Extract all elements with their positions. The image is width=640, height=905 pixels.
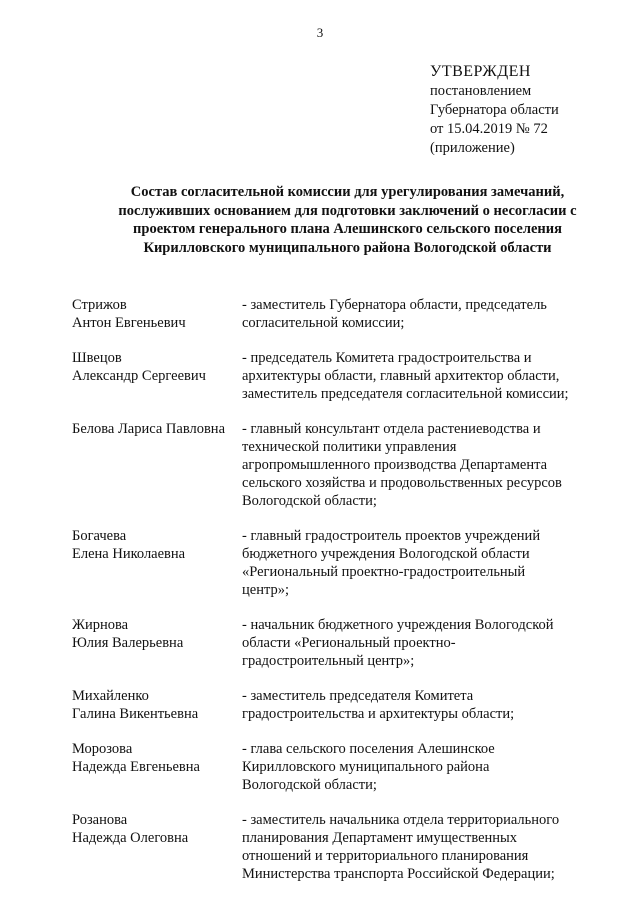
- member-role-line: - начальник бюджетного учреждения Вологодской: [242, 617, 554, 633]
- member-role-line: центр»;: [242, 582, 289, 598]
- member-name: [72, 811, 242, 883]
- member-role-line: - заместитель Губернатора области, председатель: [242, 297, 547, 313]
- member-role-line: Вологодской области;: [242, 777, 377, 793]
- member-role-line: - заместитель председателя Комитета: [242, 688, 474, 704]
- member-role-line: отношений и территориального планирования: [242, 848, 529, 864]
- member-name-line: Стрижов: [72, 297, 127, 313]
- document-title: [60, 183, 635, 257]
- member-role-line: Вологодской области;: [242, 493, 377, 509]
- approval-line: постановлением: [430, 83, 532, 99]
- member-role: [242, 420, 602, 510]
- member-role-line: - глава сельского поселения Алешинское: [242, 741, 495, 757]
- member-name-line: Надежда Олеговна: [72, 830, 189, 846]
- member-name-line: Галина Викентьевна: [72, 706, 199, 722]
- member-row: [72, 420, 602, 510]
- member-role-line: области «Региональный проектно-: [242, 635, 456, 651]
- member-row: [72, 527, 602, 599]
- member-role-line: Кирилловского муниципального района: [242, 759, 490, 775]
- member-name: [72, 296, 242, 332]
- member-name-line: Антон Евгеньевич: [72, 315, 186, 331]
- member-name-line: Швецов: [72, 350, 122, 366]
- member-row: [72, 811, 602, 883]
- member-role: [242, 296, 602, 332]
- member-name-line: Юлия Валерьевна: [72, 635, 184, 651]
- member-row: [72, 740, 602, 794]
- member-role: [242, 811, 602, 883]
- member-role-line: бюджетного учреждения Вологодской области: [242, 546, 530, 562]
- member-name-line: Морозова: [72, 741, 133, 757]
- member-role-line: - заместитель начальника отдела территориального: [242, 812, 560, 828]
- member-role-line: - председатель Комитета градостроительства и: [242, 350, 532, 366]
- member-name-line: Жирнова: [72, 617, 129, 633]
- approval-heading: УТВЕРЖДЕН: [430, 63, 531, 80]
- member-role-line: заместитель председателя согласительной комиссии;: [242, 386, 569, 402]
- member-role: [242, 740, 602, 794]
- member-role-line: градостроительный центр»;: [242, 653, 415, 669]
- member-role-line: Министерства транспорта Российской Федерации;: [242, 866, 555, 882]
- commission-member-list: [72, 296, 602, 900]
- member-name: [72, 616, 242, 670]
- member-role: [242, 616, 602, 670]
- page-number: 3: [316, 25, 324, 40]
- member-name: [72, 740, 242, 794]
- title-line: Состав согласительной комиссии для урегулирования замечаний,: [130, 184, 565, 200]
- member-name-line: Елена Николаевна: [72, 546, 186, 562]
- member-name: [72, 349, 242, 403]
- member-role-line: сельского хозяйства и продовольственных ресурсов: [242, 475, 562, 491]
- member-role-line: планирования Департамент имущественных: [242, 830, 518, 846]
- member-role-line: «Региональный проектно-градостроительный: [242, 564, 526, 580]
- member-role-line: градостроительства и архитектуры области;: [242, 706, 515, 722]
- member-row: [72, 296, 602, 332]
- member-role-line: технической политики управления: [242, 439, 457, 455]
- member-role-line: - главный градостроитель проектов учреждений: [242, 528, 541, 544]
- title-line: послуживших основанием для подготовки заключений о несогласии с: [118, 202, 577, 219]
- member-name: [72, 420, 242, 510]
- approval-stamp: [430, 62, 559, 158]
- member-name-line: Надежда Евгеньевна: [72, 759, 200, 775]
- member-row: [72, 687, 602, 723]
- member-role-line: агропромышленного производства Департамента: [242, 457, 548, 473]
- member-role: [242, 687, 602, 723]
- approval-line: (приложение): [430, 140, 515, 156]
- approval-line: от 15.04.2019 № 72: [430, 121, 548, 137]
- member-name-line: Розанова: [72, 812, 128, 828]
- member-row: [72, 616, 602, 670]
- member-role-line: согласительной комиссии;: [242, 315, 405, 331]
- approval-line: Губернатора области: [430, 102, 559, 118]
- member-name-line: Белова Лариса Павловна: [72, 421, 226, 437]
- member-name-line: Михайленко: [72, 688, 149, 704]
- member-name: [72, 687, 242, 723]
- title-line: Кирилловского муниципального района Вологодской области: [143, 239, 552, 256]
- member-name-line: Богачева: [72, 528, 127, 544]
- member-role: [242, 349, 602, 403]
- member-row: [72, 349, 602, 403]
- member-role-line: - главный консультант отдела растениеводства и: [242, 421, 541, 437]
- title-line: проектом генерального плана Алешинского сельского поселения: [133, 221, 562, 237]
- member-role: [242, 527, 602, 599]
- member-name: [72, 527, 242, 599]
- member-role-line: архитектуры области, главный архитектор области,: [242, 368, 560, 384]
- member-name-line: Александр Сергеевич: [72, 368, 206, 384]
